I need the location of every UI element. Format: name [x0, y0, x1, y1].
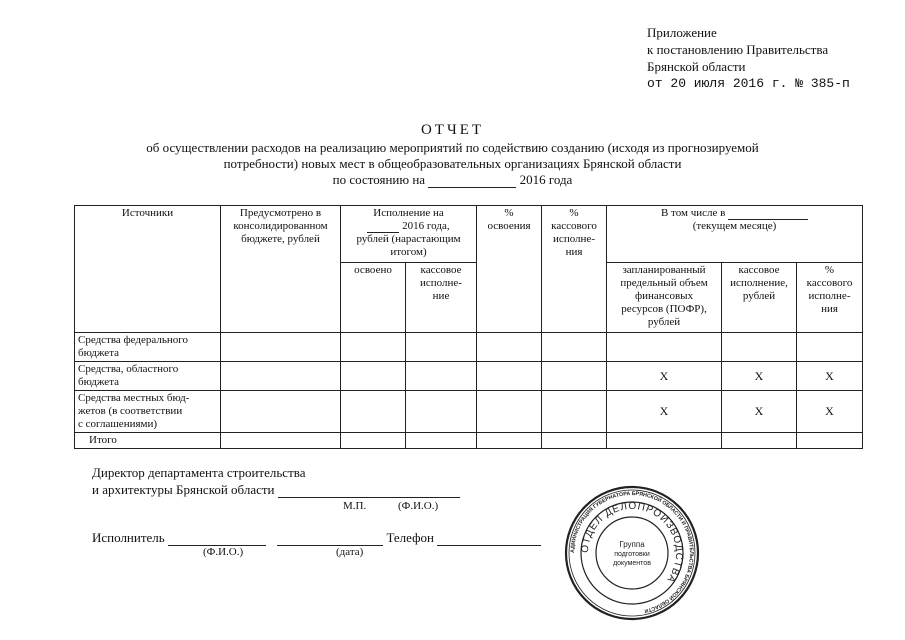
- row-label-total: Итого: [75, 433, 221, 449]
- director-line-1: Директор департамента строительства: [92, 465, 306, 480]
- subtitle-line-3-prefix: по состоянию на: [332, 172, 426, 187]
- executor-date-blank: [277, 532, 383, 546]
- subheader-cash-rub: кассовое исполнение, рублей: [722, 263, 797, 333]
- x-mark: X: [607, 391, 722, 433]
- subheader-pofr: запланированный предельный объем финансовых ресурсов (ПОФР), рублей: [607, 263, 722, 333]
- executor-date-label: (дата): [336, 546, 364, 558]
- stamp-center-line-3: документов: [613, 560, 651, 567]
- header-sources: Источники: [75, 206, 221, 333]
- director-signature-blank: [278, 484, 460, 498]
- subtitle-line-3-suffix: 2016 года: [519, 172, 573, 187]
- table-row-regional: [75, 362, 863, 391]
- subheader-cash-execution: кассовое исполне- ние: [406, 263, 477, 333]
- row-label-regional: Средства, областного бюджета: [75, 362, 221, 391]
- executor-label: Исполнитель: [92, 530, 165, 545]
- report-subtitle: [0, 140, 905, 188]
- header-including: В том числе в (текущем месяце): [607, 206, 863, 263]
- appendix-line-3: Брянской области: [647, 59, 746, 74]
- header-pct-development: % освоения: [477, 206, 542, 333]
- row-label-local: Средства местных бюд- жетов (в соответствии с соглашениями): [75, 391, 221, 433]
- appendix-line-1: Приложение: [647, 25, 717, 40]
- appendix-line-4: от 20 июля 2016 г. № 385-п: [647, 76, 850, 91]
- director-line-2: [92, 482, 460, 498]
- table-row-federal: [75, 333, 863, 362]
- row-label-federal: Средства федерального бюджета: [75, 333, 221, 362]
- executor-fio-blank: [168, 532, 266, 546]
- header-planned: Предусмотрено в консолидированном бюджете, рублей: [221, 206, 341, 333]
- header-pct-cash: % кассового исполне- ния: [542, 206, 607, 333]
- director-fio-label: (Ф.И.О.): [398, 500, 439, 512]
- x-mark: X: [797, 362, 863, 391]
- phone-label: Телефон: [386, 530, 434, 545]
- stamp-center-line-1: Группа: [619, 540, 645, 549]
- table-row-total: [75, 433, 863, 449]
- header-execution: Исполнение на 2016 года, рублей (нарастающим итогом): [341, 206, 477, 263]
- x-mark: X: [607, 362, 722, 391]
- x-mark: X: [722, 391, 797, 433]
- appendix-block: [647, 24, 850, 92]
- executor-fio-label: (Ф.И.О.): [203, 546, 244, 558]
- x-mark: X: [722, 362, 797, 391]
- stamp-outer-text: АДМИНИСТРАЦИЯ ГУБЕРНАТОРА БРЯНСКОЙ ОБЛАСТИ И ПРАВИТЕЛЬСТВА БРЯНСКОЙ ОБЛАСТИ: [569, 490, 695, 614]
- table-row-local: [75, 391, 863, 433]
- subtitle-line-3: [0, 172, 905, 188]
- mp-label: М.П.: [343, 500, 367, 512]
- executor-line: [92, 530, 541, 546]
- appendix-line-2: к постановлению Правительства: [647, 42, 829, 57]
- director-line-2-text: и архитектуры Брянской области: [92, 482, 275, 497]
- official-stamp: [563, 484, 701, 622]
- stamp-ring-text: ОТДЕЛ ДЕЛОПРОИЗВОДСТВА: [579, 500, 685, 585]
- report-table: [74, 205, 863, 449]
- date-blank: [428, 175, 516, 188]
- subtitle-line-1: об осуществлении расходов на реализацию мероприятий по содействию созданию (исходя из прогнозируемой: [146, 140, 759, 155]
- x-mark: X: [797, 391, 863, 433]
- subheader-developed: освоено: [341, 263, 406, 333]
- stamp-center-line-2: подготовки: [614, 551, 650, 558]
- subtitle-line-2: потребности) новых мест в общеобразовательных организациях Брянской области: [223, 156, 682, 171]
- report-title: ОТЧЕТ: [420, 122, 485, 138]
- subheader-pct-cash: % кассового исполне- ния: [797, 263, 863, 333]
- phone-blank: [437, 532, 541, 546]
